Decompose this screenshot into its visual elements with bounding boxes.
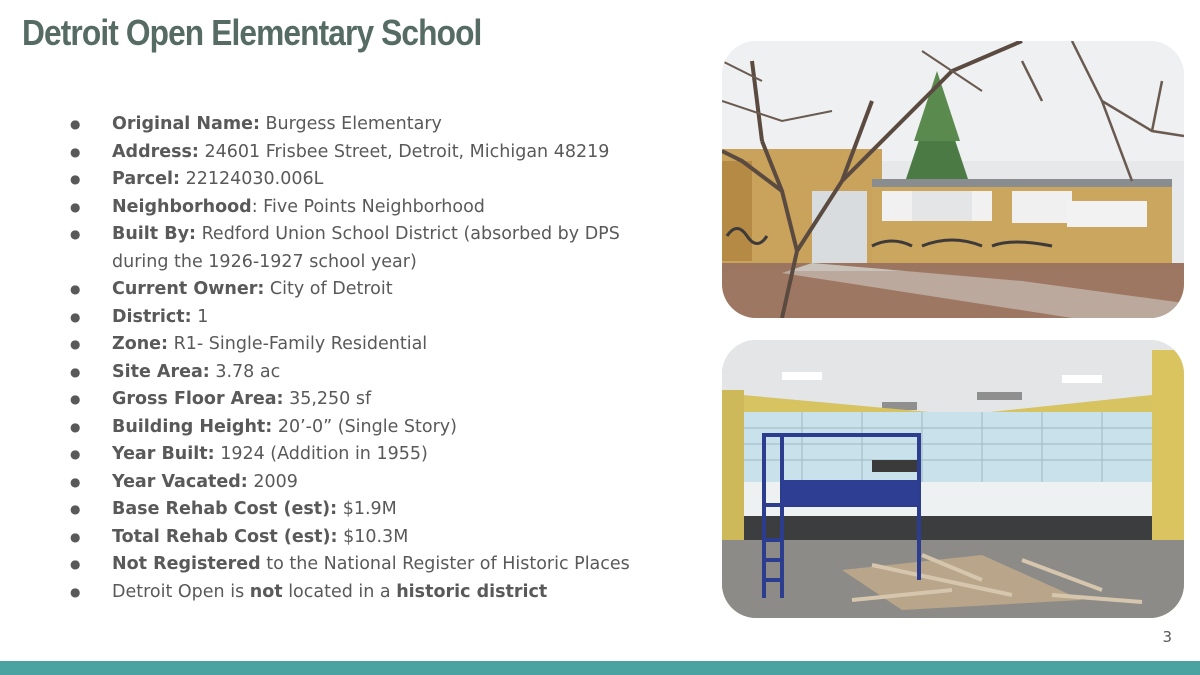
fact-item [66, 111, 666, 139]
bullet-icon: ● [70, 529, 81, 544]
fact-item [66, 194, 666, 222]
bullet-icon: ● [70, 282, 81, 296]
fact-item [66, 496, 666, 524]
fact-value: $1.9M [337, 499, 397, 519]
fact-value: to the National Register of Historic Places [260, 554, 630, 574]
fact-label: Not Registered [112, 554, 261, 574]
fact-value: City of Detroit [264, 279, 393, 299]
bullet-icon: ● [70, 199, 81, 214]
fact-item [66, 221, 666, 276]
slide-title: Detroit Open Elementary School [22, 12, 482, 53]
bullet-icon: ● [70, 447, 81, 461]
fact-value: 1924 (Addition in 1955) [214, 444, 428, 464]
school-interior-photo [722, 340, 1184, 618]
fact-value: 20’-0” (Single Story) [272, 416, 457, 437]
fact-value: 24601 Frisbee Street, Detroit, Michigan 48219 [198, 141, 610, 162]
fact-value: 22124030.006L [180, 169, 324, 189]
fact-item [66, 304, 666, 332]
fact-item [66, 276, 666, 304]
fact-item [66, 166, 666, 194]
bullet-icon: ● [70, 309, 81, 324]
fact-value: R1- Single-Family Residential [168, 334, 428, 354]
fact-item [66, 579, 666, 607]
fact-value: 3.78 ac [209, 361, 281, 382]
fact-label: Zone: [112, 334, 169, 354]
bullet-icon: ● [70, 584, 81, 599]
bullet-icon: ● [70, 557, 81, 571]
bullet-icon: ● [70, 227, 81, 241]
footer-accent-bar [0, 661, 1200, 675]
fact-item [66, 524, 666, 552]
fact-value: $10.3M [337, 526, 409, 547]
bullet-icon: ● [70, 364, 81, 379]
page-number: 3 [1162, 628, 1172, 646]
fact-emphasis: historic district [396, 581, 548, 602]
bullet-icon: ● [70, 172, 81, 186]
fact-list [66, 111, 666, 606]
fact-value: : Five Points Neighborhood [251, 196, 485, 217]
bullet-icon: ● [70, 502, 81, 516]
fact-value: Redford Union School District (absorbed by DPS during the 1926-1927 school year) [112, 224, 620, 272]
fact-label: Original Name: [112, 114, 260, 134]
fact-label: Site Area: [112, 361, 210, 382]
bullet-icon: ● [70, 419, 81, 434]
school-exterior-photo [722, 41, 1184, 318]
fact-label: Current Owner: [112, 279, 265, 299]
bullet-icon: ● [70, 337, 81, 351]
fact-item [66, 414, 666, 442]
bullet-icon: ● [70, 144, 81, 159]
fact-item [66, 139, 666, 167]
fact-label: Address: [112, 141, 199, 162]
fact-label: Total Rehab Cost (est): [112, 526, 338, 547]
fact-label: Neighborhood [112, 196, 252, 217]
fact-label: Base Rehab Cost (est): [112, 499, 338, 519]
fact-value: 35,250 sf [283, 389, 372, 409]
fact-label: Year Vacated: [112, 471, 248, 492]
fact-value: Burgess Elementary [259, 114, 442, 134]
bullet-icon: ● [70, 392, 81, 406]
fact-item [66, 331, 666, 359]
fact-item [66, 359, 666, 387]
fact-label: Parcel: [112, 169, 181, 189]
fact-label: Gross Floor Area: [112, 389, 284, 409]
bullet-icon: ● [70, 117, 81, 131]
fact-label: Built By: [112, 224, 196, 244]
fact-item [66, 386, 666, 414]
fact-value: 1 [191, 306, 209, 327]
fact-label: Building Height: [112, 416, 273, 437]
fact-value: 2009 [247, 471, 298, 492]
fact-text: Detroit Open is [112, 581, 250, 602]
fact-item [66, 441, 666, 469]
fact-item [66, 469, 666, 497]
fact-label: District: [112, 306, 192, 327]
fact-label: Year Built: [112, 444, 215, 464]
fact-emphasis: not [249, 581, 283, 602]
fact-text: located in a [282, 581, 397, 602]
bullet-icon: ● [70, 474, 81, 489]
fact-item [66, 551, 666, 579]
